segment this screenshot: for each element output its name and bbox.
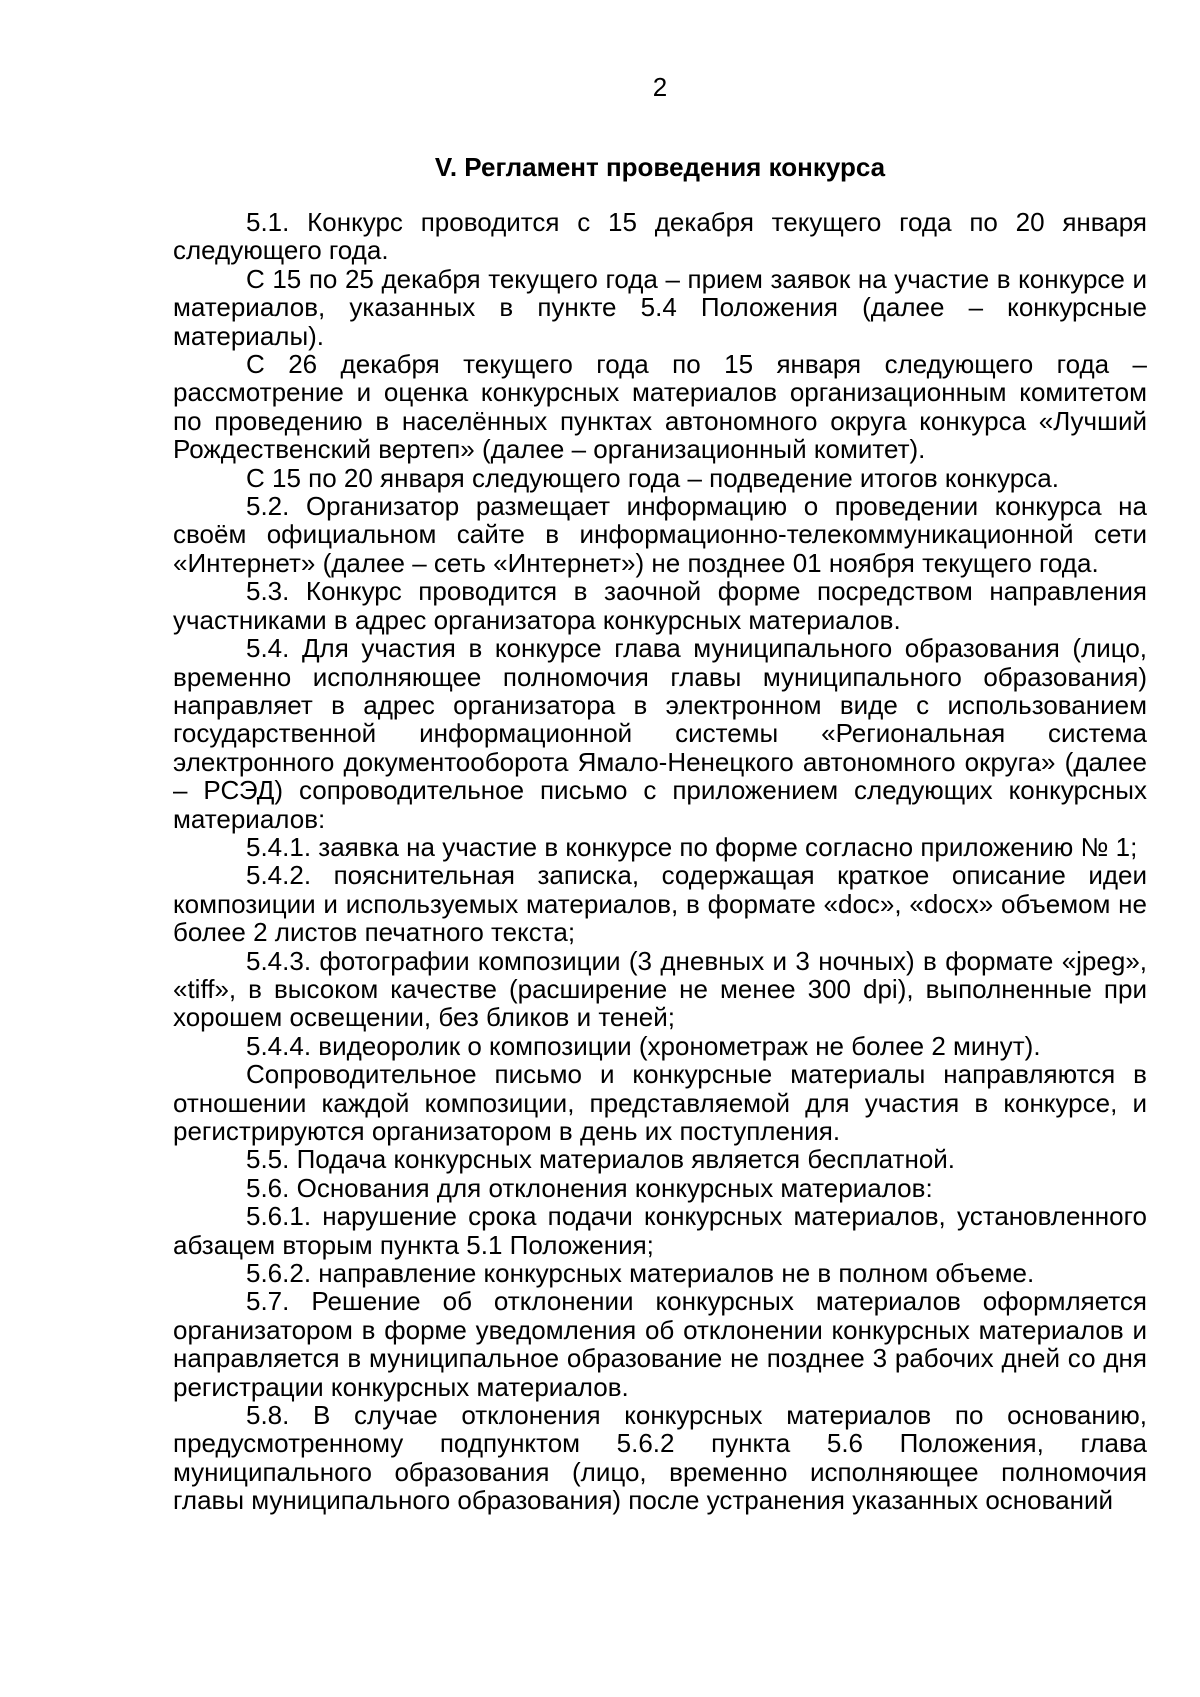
paragraph-5-6-2: 5.6.2. направление конкурсных материалов не в полном объеме. — [246, 1258, 1035, 1289]
paragraph-5-5: 5.5. Подача конкурсных материалов является бесплатной. — [246, 1144, 956, 1175]
paragraph-5-1: 5.1. Конкурс проводится с 15 декабря текущего года по 20 января следующего года. — [173, 207, 1147, 266]
paragraph-5-4-1: 5.4.1. заявка на участие в конкурсе по форме согласно приложению № 1; — [246, 831, 1138, 862]
paragraph-5-4: 5.4. Для участия в конкурсе глава муниципального образования (лицо, временно исполняющее полномочия главы муниципального образования) направляет в адрес организатора в электронном виде с использованием государственной информационной системы «Региональная система электронного документооборота Ямало-Ненецкого автономного округа» (далее – РСЭД) сопроводительное письмо с приложением следующих конкурсных материалов: — [173, 633, 1147, 834]
paragraph-5-3: 5.3. Конкурс проводится в заочной форме посредством направления участниками в адрес организатора конкурсных материалов. — [173, 576, 1147, 635]
paragraph-results-period: С 15 по 20 января следующего года – подведение итогов конкурса. — [246, 462, 1059, 493]
paragraph-5-4-4: 5.4.4. видеоролик о композиции (хронометраж не более 2 минут). — [246, 1030, 1041, 1061]
paragraph-5-4-3: 5.4.3. фотографии композиции (3 дневных и 3 ночных) в формате «jpeg», «tiff», в высоком качестве (расширение не менее 300 dpi), выполненные при хорошем освещении, без бликов и теней; — [173, 945, 1147, 1033]
paragraph-5-4-2: 5.4.2. пояснительная записка, содержащая краткое описание идеи композиции и используемых материалов, в формате «doc», «docx» объемом не более 2 листов печатного текста; — [173, 860, 1147, 948]
paragraph-5-6: 5.6. Основания для отклонения конкурсных материалов: — [246, 1172, 933, 1203]
paragraph-acceptance-period: С 15 по 25 декабря текущего года – прием заявок на участие в конкурсе и материалов, указанных в пункте 5.4 Положения (далее – конкурсные материалы). — [173, 263, 1147, 351]
page-number: 2 — [652, 72, 668, 102]
paragraph-5-2: 5.2. Организатор размещает информацию о проведении конкурса на своём официальном сайте в информационно-телекоммуникационной сети «Интернет» (далее – сеть «Интернет») не позднее 01 ноября текущего года. — [173, 491, 1147, 578]
paragraph-cover-letter: Сопроводительное письмо и конкурсные материалы направляются в отношении каждой композиции, представляемой для участия в конкурсе, и регистрируются организатором в день их поступления. — [173, 1059, 1147, 1146]
paragraph-5-6-1: 5.6.1. нарушение срока подачи конкурсных материалов, установленного абзацем вторым пункта 5.1 Положения; — [173, 1201, 1147, 1260]
paragraph-5-7: 5.7. Решение об отклонении конкурсных материалов оформляется организатором в форме уведомления об отклонении конкурсных материалов и направляется в муниципальное образование не позднее 3 рабочих дней со дня регистрации конкурсных материалов. — [173, 1286, 1147, 1402]
document-body — [173, 208, 1147, 1515]
section-title: V. Регламент проведения конкурса — [434, 152, 886, 182]
paragraph-review-period: С 26 декабря текущего года по 15 января следующего года – рассмотрение и оценка конкурсных материалов организационным комитетом по проведению в населённых пунктах автономного округа конкурса «Лучший Рождественский вертеп» (далее – организационный комитет). — [173, 349, 1147, 465]
paragraph-5-8: 5.8. В случае отклонения конкурсных материалов по основанию, предусмотренному подпунктом 5.6.2 пункта 5.6 Положения, глава муниципального образования (лицо, временно исполняющее полномочия главы муниципального образования) после устранения указанных оснований — [173, 1400, 1147, 1516]
